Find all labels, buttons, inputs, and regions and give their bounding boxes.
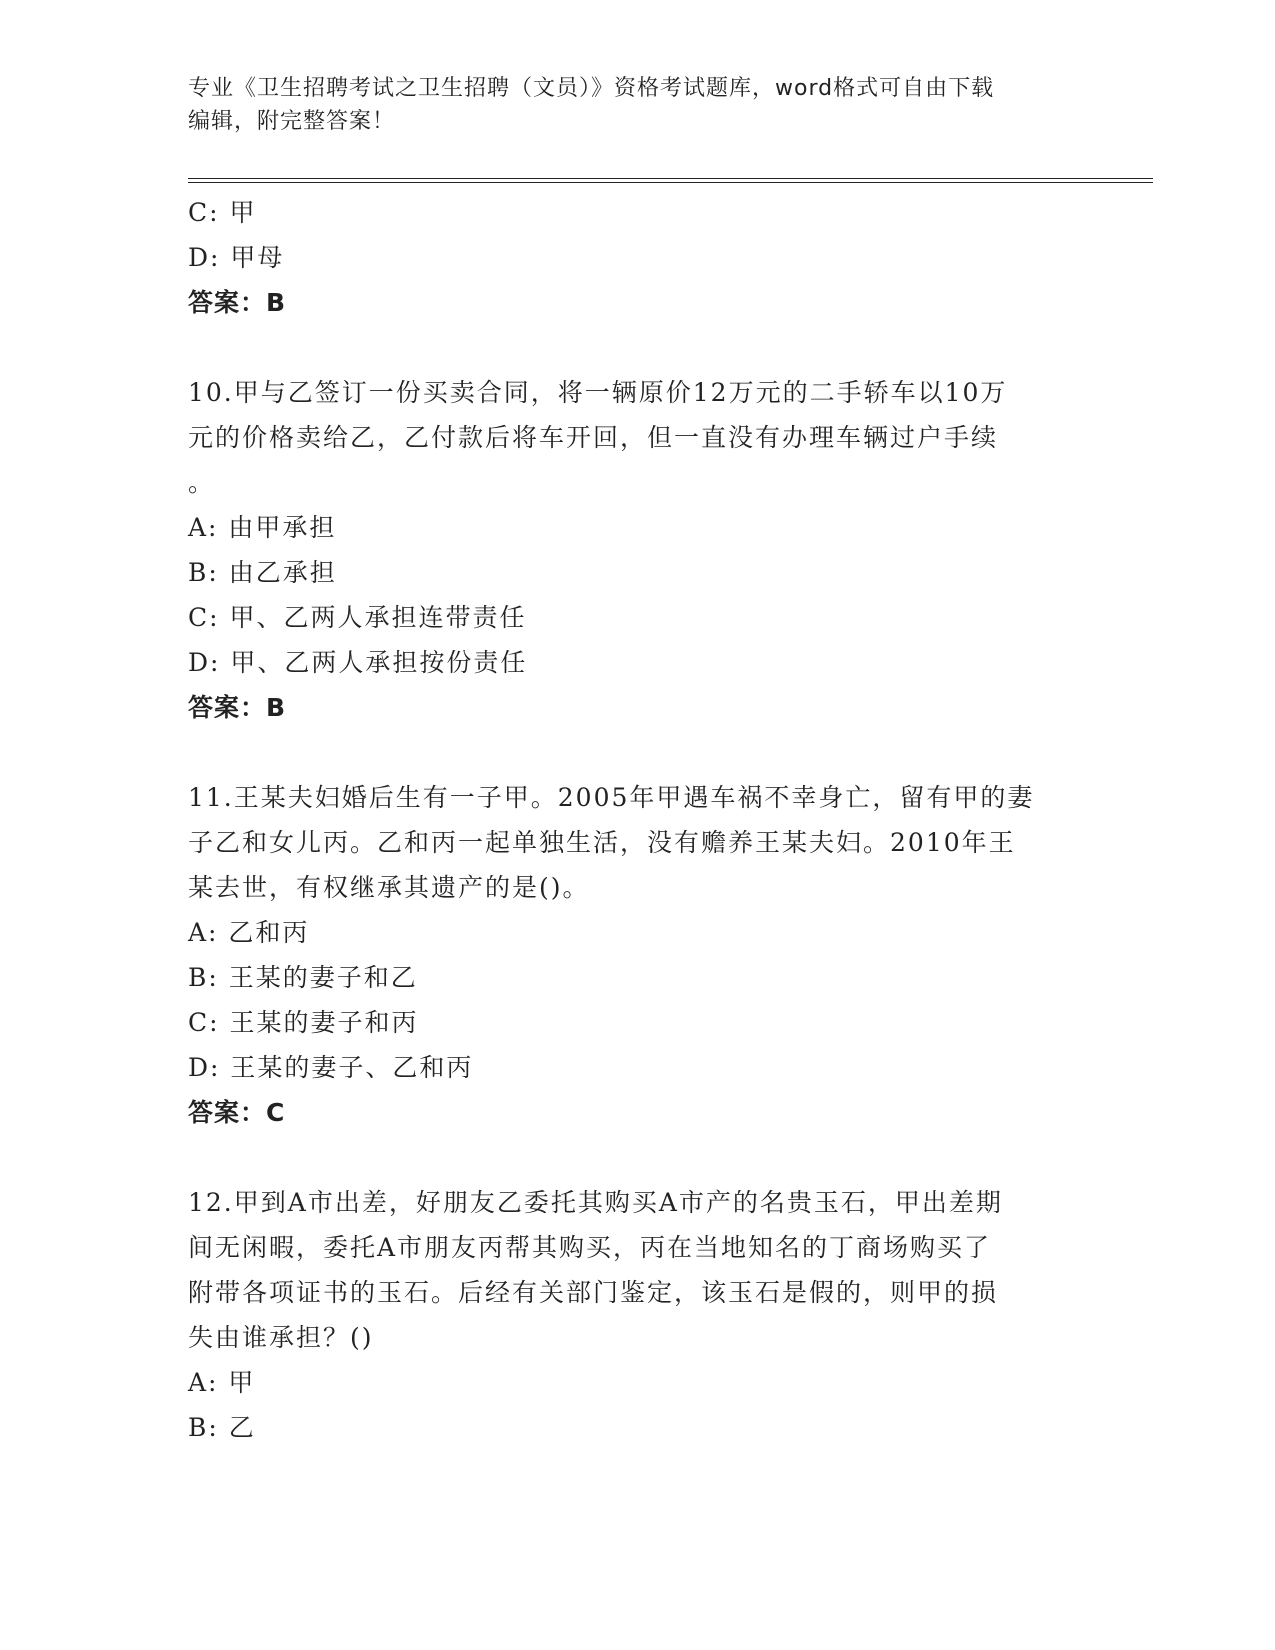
question-11	[188, 775, 1088, 1135]
page-header	[188, 72, 1068, 138]
question-text-line: 11.王某夫妇婚后生有一子甲。2005年甲遇车祸不幸身亡，留有甲的妻	[188, 783, 1035, 812]
spacer	[188, 1135, 1088, 1180]
question-text-line: 12.甲到A市出差，好朋友乙委托其购买A市产的名贵玉石，甲出差期	[188, 1188, 1003, 1217]
question-text-line: 。	[188, 468, 216, 497]
question-10	[188, 370, 1088, 730]
spacer	[188, 325, 1088, 370]
header-line-2: 编辑，附完整答案！	[188, 109, 396, 134]
option-c: C: 甲	[188, 198, 257, 227]
spacer	[188, 730, 1088, 775]
option-a: A: 乙和丙	[188, 918, 310, 947]
question-text-line: 失由谁承担？()	[188, 1323, 374, 1352]
option-d: D: 甲母	[188, 243, 285, 272]
option-b: B: 乙	[188, 1413, 256, 1442]
answer: 答案：B	[188, 288, 287, 317]
option-c: C: 甲、乙两人承担连带责任	[188, 603, 527, 632]
option-d: D: 甲、乙两人承担按份责任	[188, 648, 528, 677]
question-text-line: 间无闲暇，委托A市朋友丙帮其购买，丙在当地知名的丁商场购买了	[188, 1233, 992, 1262]
question-9-tail	[188, 190, 1088, 325]
question-12	[188, 1180, 1088, 1450]
question-text-line: 附带各项证书的玉石。后经有关部门鉴定，该玉石是假的，则甲的损	[188, 1278, 999, 1307]
option-a: A: 由甲承担	[188, 513, 337, 542]
answer: 答案：B	[188, 693, 287, 722]
header-divider-bottom	[188, 182, 1153, 183]
option-d: D: 王某的妻子、乙和丙	[188, 1053, 474, 1082]
question-text-line: 子乙和女儿丙。乙和丙一起单独生活，没有赡养王某夫妇。2010年王	[188, 828, 1016, 857]
header-divider-top	[188, 178, 1153, 179]
question-content	[188, 190, 1088, 1450]
question-text-line: 10.甲与乙签订一份买卖合同，将一辆原价12万元的二手轿车以10万	[188, 378, 1008, 407]
option-b: B: 由乙承担	[188, 558, 337, 587]
header-line-1: 专业《卫生招聘考试之卫生招聘（文员）》资格考试题库，word格式可自由下载	[188, 76, 995, 101]
option-c: C: 王某的妻子和丙	[188, 1008, 419, 1037]
option-a: A: 甲	[188, 1368, 256, 1397]
question-text-line: 元的价格卖给乙，乙付款后将车开回，但一直没有办理车辆过户手续	[188, 423, 999, 452]
answer: 答案：C	[188, 1098, 286, 1127]
question-text-line: 某去世，有权继承其遗产的是()。	[188, 873, 590, 902]
option-b: B: 王某的妻子和乙	[188, 963, 418, 992]
